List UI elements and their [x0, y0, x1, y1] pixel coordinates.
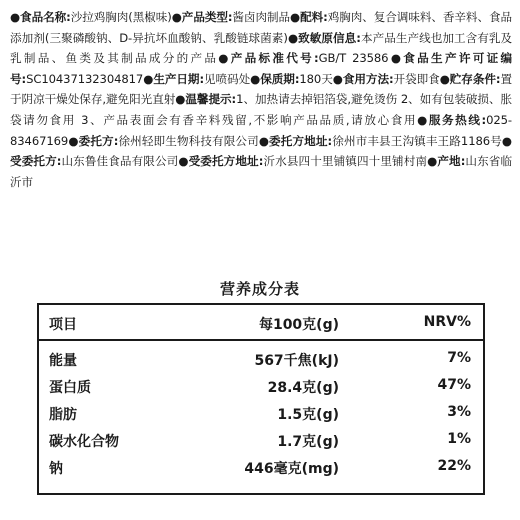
info-label: 受委托方地址: [188, 154, 264, 169]
bullet-icon: ● [388, 51, 404, 66]
bullet-icon: ● [290, 10, 301, 24]
info-value: 鸡胸肉、复合调味料、香辛料、食品添加剂(三聚磷酸钠、D-异抗坏血酸钠、乳酸链球菌素) [10, 10, 512, 45]
info-label: 受委托方: [10, 154, 62, 169]
bullet-icon: ● [417, 112, 429, 127]
info-label: 产品类型: [181, 10, 233, 24]
product-info-text [10, 7, 512, 192]
bullet-icon: ● [68, 133, 79, 148]
nutrient-nrv: 47% [437, 377, 471, 393]
bullet-icon: ● [250, 71, 261, 86]
bullet-icon: ● [143, 71, 154, 86]
info-value: 山东省临沂市 [10, 154, 512, 189]
info-label: 食品生产许可证编号: [10, 51, 512, 86]
bullet-icon: ● [258, 133, 270, 148]
info-value: GB/T 23586 [318, 51, 389, 66]
nutrient-name: 脂肪 [49, 407, 77, 423]
bullet-icon: ● [439, 71, 450, 86]
info-label: 委托方: [78, 133, 119, 148]
info-value: 沙拉鸡胸肉(黑椒味) [70, 10, 172, 24]
nutrient-amount: 1.7克(g) [277, 434, 339, 450]
bullet-icon: ● [218, 51, 231, 66]
info-label: 致敏原信息: [298, 30, 361, 45]
nutrient-amount: 446毫克(mg) [244, 461, 339, 477]
info-value: 025-83467169 [10, 112, 513, 148]
info-label: 服务热线: [428, 112, 487, 127]
nutrient-nrv: 22% [437, 458, 471, 474]
info-label: 食用方法: [342, 71, 394, 86]
info-value: 沂水县四十里铺镇四十里铺村南 [263, 154, 428, 169]
bullet-icon: ● [287, 30, 299, 45]
nutrient-nrv: 7% [447, 350, 471, 366]
nutrient-nrv: 3% [447, 404, 471, 420]
nutrient-name: 碳水化合物 [49, 434, 119, 450]
info-label: 食品名称: [20, 10, 71, 24]
info-label: 生产日期: [153, 71, 204, 86]
nutrient-nrv: 1% [447, 431, 471, 447]
info-value: 山东鲁佳食品有限公司 [61, 154, 179, 169]
nutrient-amount: 1.5克(g) [277, 407, 339, 423]
bullet-icon: ● [171, 10, 182, 24]
nutrient-name: 蛋白质 [49, 380, 91, 396]
info-value: 开袋即食 [393, 71, 440, 86]
nutrition-title: 营养成分表 [219, 280, 300, 298]
nutrition-row-fat [39, 401, 483, 425]
info-label: 配料: [300, 10, 328, 24]
header-nrv: NRV% [423, 314, 471, 330]
info-value: 1、加热请去掉铝箔袋,避免烫伤 2、如有包装破损、胀袋请勿食用 3、产品表面会有香辛料残留,不影响产品品质,请放心食用 [10, 92, 513, 127]
header-item: 项目 [49, 317, 77, 333]
info-value: 徐州轻即生物科技有限公司 [118, 133, 259, 148]
nutrient-name: 能量 [49, 353, 77, 369]
info-label: 产地: [437, 154, 466, 169]
bullet-icon: ● [10, 10, 21, 24]
header-per-100g: 每100克(g) [258, 317, 339, 333]
nutrition-row-carbohydrate [39, 428, 483, 452]
nutrient-amount: 28.4克(g) [267, 380, 339, 396]
nutrient-name: 钠 [49, 461, 63, 477]
info-label: 委托方地址: [269, 133, 333, 148]
info-label: 贮存条件: [449, 71, 501, 86]
info-label: 产品标准代号: [230, 51, 319, 66]
info-value: SC10437132304817 [26, 71, 144, 86]
nutrition-table [37, 303, 485, 495]
info-value: 180天 [299, 71, 333, 86]
info-value: 本产品生产线也加工含有乳及乳制品、鱼类及其制品成分的产品 [10, 30, 512, 66]
nutrition-row-sodium [39, 455, 483, 479]
info-value: 置于阴凉干燥处保存,避免阳光直射 [10, 71, 512, 107]
nutrition-row-protein [39, 374, 483, 398]
bullet-icon: ● [175, 92, 186, 107]
bullet-icon: ● [501, 133, 512, 148]
info-value: 见喷码处 [203, 71, 251, 86]
info-label: 保质期: [260, 71, 300, 86]
bullet-icon: ● [332, 71, 343, 86]
info-label: 温馨提示: [185, 92, 237, 107]
nutrition-row-energy [39, 347, 483, 371]
bullet-icon: ● [178, 154, 189, 169]
bullet-icon: ● [427, 154, 438, 169]
nutrition-header-row [39, 305, 483, 341]
info-value: 徐州市丰县王沟镇丰王路1186号 [332, 133, 502, 148]
info-value: 酱卤肉制品 [232, 10, 291, 24]
nutrient-amount: 567千焦(kJ) [254, 353, 339, 369]
